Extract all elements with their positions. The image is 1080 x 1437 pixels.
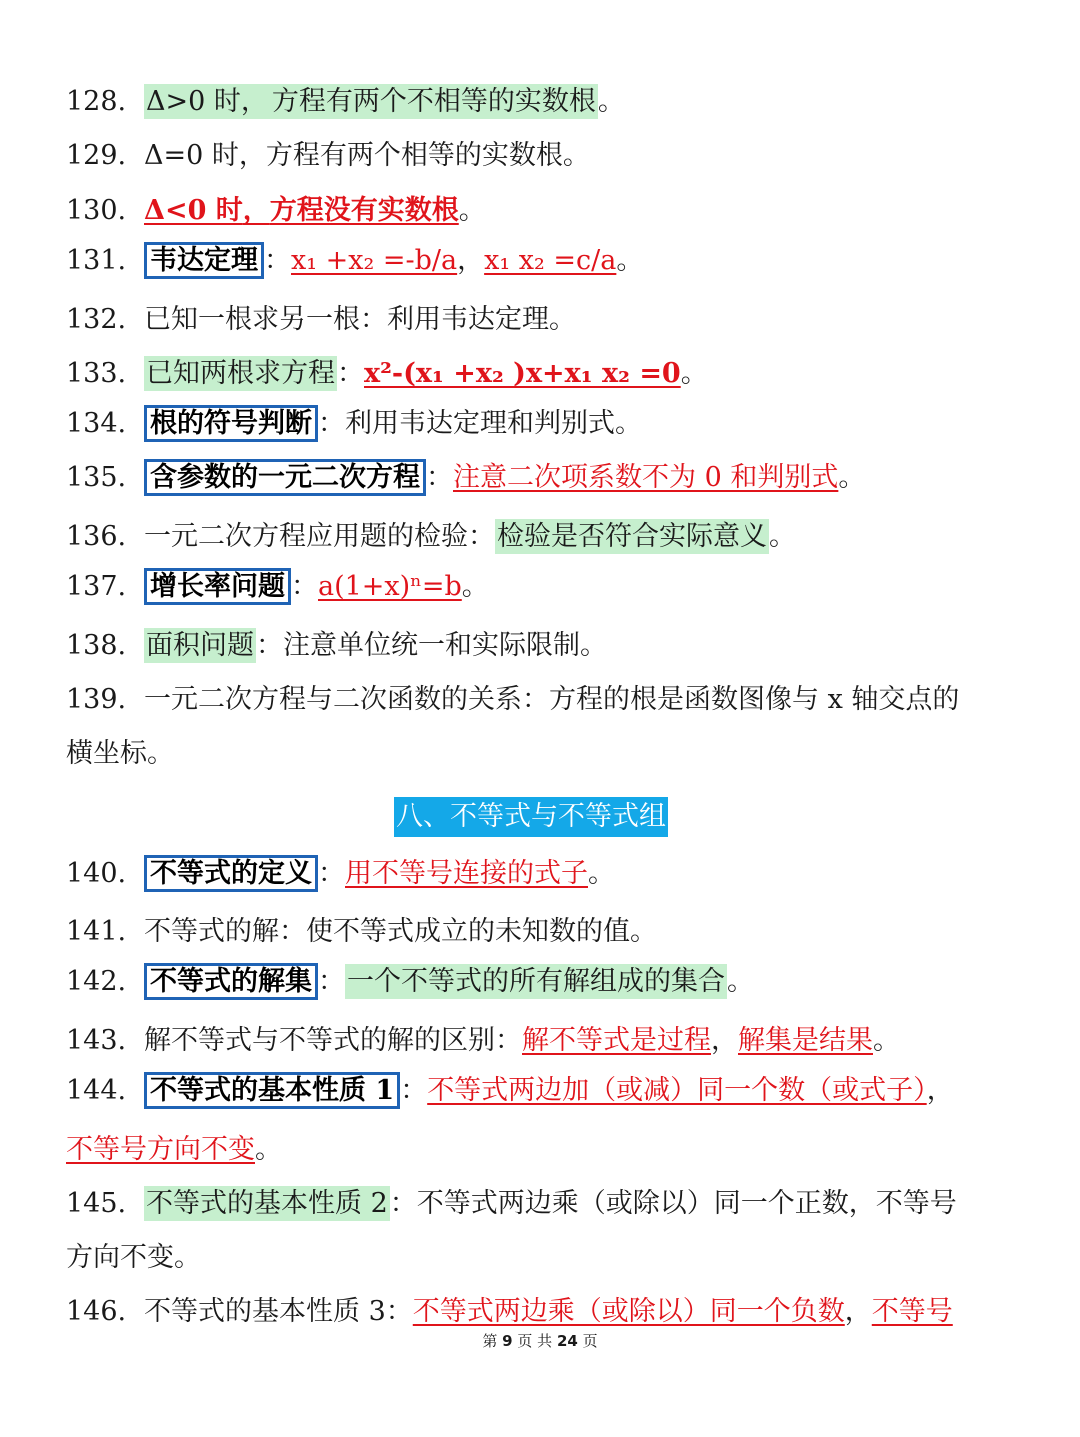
boxed-term: 不等式的定义 bbox=[144, 855, 318, 892]
list-item: 131. 韦达定理 ：x₁ +x₂ =-b/a，x₁ x₂ =c/a。 bbox=[66, 243, 1018, 279]
item-number: 144. bbox=[66, 1075, 127, 1106]
list-item bbox=[66, 406, 1018, 442]
item-number: 143. bbox=[66, 1025, 127, 1056]
item-number: 132. bbox=[66, 304, 127, 335]
list-item: 133. 已知两根求方程：x²-(x₁ +x₂ )x+x₁ x₂ =0。 bbox=[66, 356, 1018, 392]
item-number: 130. bbox=[66, 195, 127, 226]
item-number: 135. bbox=[66, 462, 127, 493]
list-item bbox=[66, 138, 1018, 174]
boxed-term: 不等式的基本性质 1 bbox=[144, 1072, 400, 1109]
list-item: 145. 不等式的基本性质 2：不等式两边乘（或除以）同一个正数，不等号 bbox=[66, 1186, 1018, 1222]
item-text: 不等式的解：使不等式成立的未知数的值。 bbox=[144, 916, 657, 947]
list-item: 135. 含参数的一元二次方程 ：注意二次项系数不为 0 和判别式。 bbox=[66, 460, 1018, 496]
boxed-term: 增长率问题 bbox=[144, 568, 291, 605]
item-number: 146. bbox=[66, 1296, 127, 1327]
list-item: 136. 一元二次方程应用题的检验：检验是否符合实际意义。 bbox=[66, 519, 1018, 555]
current-page-number: 9 bbox=[502, 1332, 513, 1350]
list-item: 144. 不等式的基本性质 1 ：不等式两边加（或减）同一个数（或式子）， bbox=[66, 1073, 1018, 1109]
page-footer: 第 9 页 共 24 页 bbox=[482, 1332, 598, 1350]
item-number: 142. bbox=[66, 966, 127, 997]
key-text: 不等号方向不变 bbox=[66, 1134, 255, 1165]
item-number: 137. bbox=[66, 571, 127, 602]
key-text: 注意二次项系数不为 0 和判别式 bbox=[453, 462, 839, 493]
item-text: ：利用韦达定理和判别式。 bbox=[318, 408, 642, 439]
list-item: 137. 增长率问题 ：a(1+x)ⁿ=b。 bbox=[66, 569, 1018, 605]
list-item: 142. 不等式的解集 ：一个不等式的所有解组成的集合。 bbox=[66, 964, 1018, 1000]
highlight-text: Δ>0 时， bbox=[146, 86, 268, 117]
list-item: 128. Δ>0 时， 方程有两个不相等的实数根。 bbox=[66, 84, 1018, 120]
list-item: 138. 面积问题：注意单位统一和实际限制。 bbox=[66, 628, 1018, 664]
item-number: 139. bbox=[66, 684, 127, 715]
boxed-term: 含参数的一元二次方程 bbox=[144, 459, 426, 496]
list-item bbox=[66, 302, 1018, 338]
list-item: 143. 解不等式与不等式的解的区别：解不等式是过程，解集是结果。 bbox=[66, 1023, 1018, 1059]
item-number: 129. bbox=[66, 140, 127, 171]
list-item-continuation: 横坐标。 bbox=[66, 738, 174, 769]
item-number: 134. bbox=[66, 408, 127, 439]
key-text: 不等式两边乘（或除以）同一个负数 bbox=[412, 1296, 845, 1327]
highlight-text: 不等式的基本性质 2 bbox=[146, 1188, 388, 1219]
list-item: 146. 不等式的基本性质 3：不等式两边乘（或除以）同一个负数，不等号 bbox=[66, 1294, 1018, 1330]
key-text: 解不等式是过程 bbox=[522, 1025, 711, 1056]
boxed-term: 根的符号判断 bbox=[144, 405, 318, 442]
list-item: 140. 不等式的定义 ：用不等号连接的式子。 bbox=[66, 856, 1018, 892]
key-text: Δ<0 时 bbox=[144, 195, 243, 226]
formula: x₁ +x₂ =-b/a bbox=[291, 245, 458, 276]
highlight-text: 检验是否符合实际意义 bbox=[497, 521, 767, 552]
list-item-continuation: 方向不变。 bbox=[66, 1242, 201, 1273]
item-number: 133. bbox=[66, 358, 127, 389]
item-number: 141. bbox=[66, 916, 127, 947]
highlight-text: 面积问题 bbox=[146, 630, 254, 661]
list-item-continuation: 不等号方向不变。 bbox=[66, 1134, 282, 1165]
list-item bbox=[66, 682, 1018, 718]
item-number: 131. bbox=[66, 245, 127, 276]
list-item bbox=[66, 914, 1018, 950]
boxed-term: 韦达定理 bbox=[144, 242, 264, 279]
item-text: Δ=0 时，方程有两个相等的实数根。 bbox=[144, 140, 590, 171]
key-text: 方程没有实数根 bbox=[269, 195, 459, 226]
key-text: 不等式两边加（或减）同一个数（或式子） bbox=[427, 1075, 927, 1106]
key-text: 不等号 bbox=[871, 1296, 953, 1327]
formula: a(1+x)ⁿ=b bbox=[318, 571, 462, 602]
formula: x₁ x₂ =c/a bbox=[484, 245, 617, 276]
formula: x²-(x₁ +x₂ )x+x₁ x₂ =0 bbox=[364, 358, 681, 389]
section-heading: 八、不等式与不等式组 bbox=[394, 797, 668, 837]
item-number: 136. bbox=[66, 521, 127, 552]
key-text: 用不等号连接的式子 bbox=[345, 858, 588, 889]
item-text: 一元二次方程与二次函数的关系：方程的根是函数图像与 x 轴交点的 bbox=[144, 684, 960, 715]
key-text: 解集是结果 bbox=[738, 1025, 873, 1056]
highlight-text: 一个不等式的所有解组成的集合 bbox=[347, 966, 725, 997]
item-text: 已知一根求另一根：利用韦达定理。 bbox=[144, 304, 576, 335]
item-number: 128. bbox=[66, 86, 127, 117]
list-item: 130. Δ<0 时，方程没有实数根。 bbox=[66, 193, 1018, 229]
highlight-text: 已知两根求方程 bbox=[146, 358, 335, 389]
item-number: 140. bbox=[66, 858, 127, 889]
item-number: 138. bbox=[66, 630, 127, 661]
boxed-term: 不等式的解集 bbox=[144, 963, 318, 1000]
item-number: 145. bbox=[66, 1188, 127, 1219]
highlight-text: 方程有两个不相等的实数根 bbox=[271, 86, 596, 117]
total-page-count: 24 bbox=[556, 1332, 578, 1350]
